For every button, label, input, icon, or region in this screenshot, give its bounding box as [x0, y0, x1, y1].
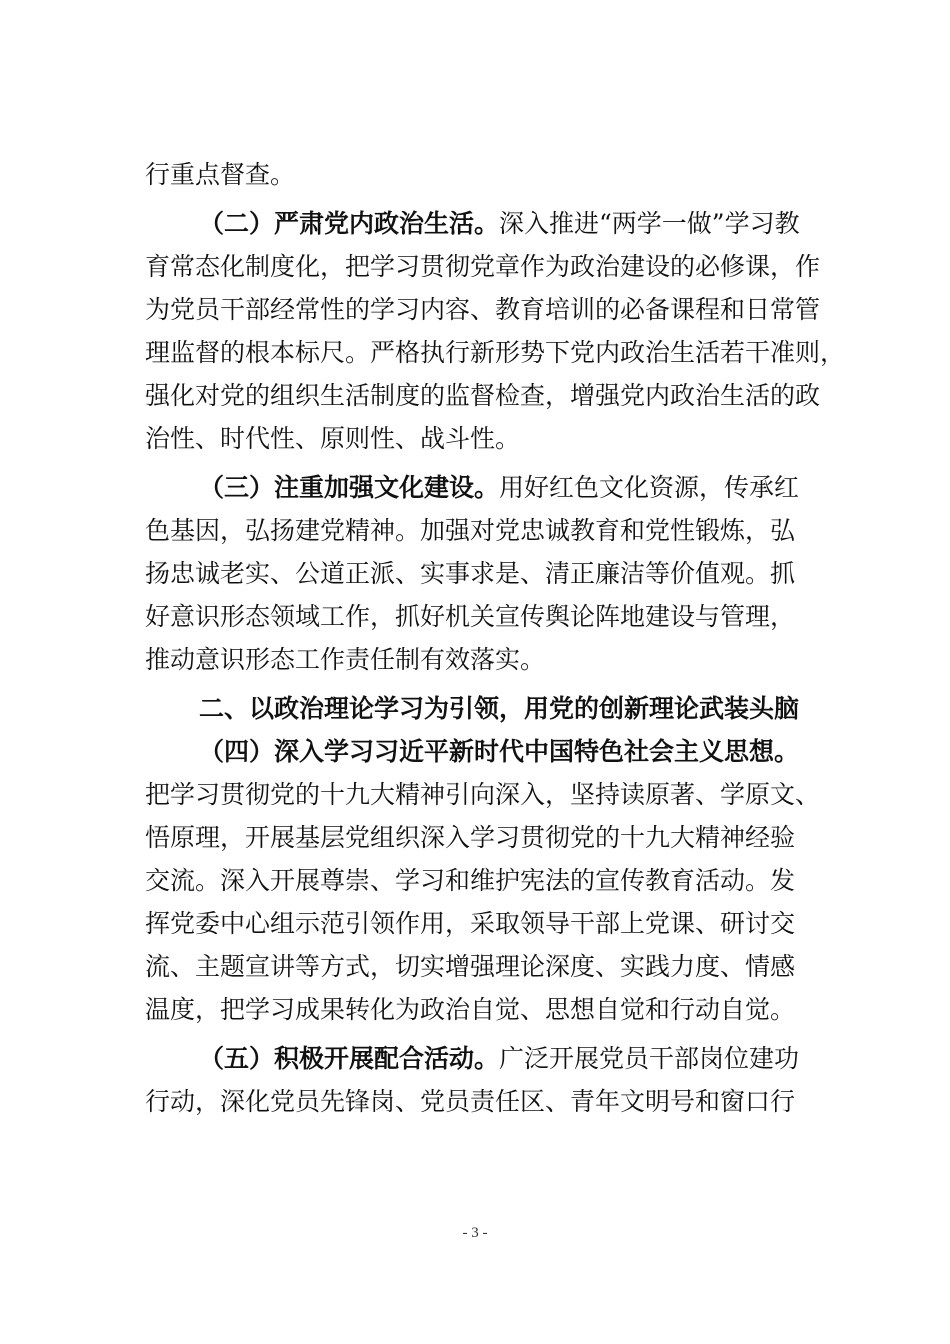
- subsection-title: （五）积极开展配合活动。: [199, 1044, 500, 1073]
- document-body: [145, 153, 847, 1123]
- line-text: 把学习贯彻党的十九大精神引向深入，坚持读原著、学原文、: [145, 780, 821, 809]
- text-line: [145, 1080, 847, 1123]
- text-line: [145, 552, 847, 595]
- text-line: [145, 988, 847, 1031]
- text-line: [145, 288, 847, 331]
- line-text: 色基因，弘扬建党精神。加强对党忠诚教育和党性锻炼，弘: [145, 516, 796, 545]
- section-heading: 二、以政治理论学习为引领，用党的创新理论武装头脑: [199, 694, 800, 723]
- line-text: 流、主题宣讲等方式，切实增强理论深度、实践力度、情感: [145, 952, 796, 981]
- paragraph-4-heading-line: [145, 730, 847, 773]
- line-text: 推动意识形态工作责任制有效落实。: [145, 645, 546, 674]
- subsection-title: （二）严肃党内政治生活。: [199, 209, 500, 238]
- text-line: [145, 902, 847, 945]
- text-line: [145, 945, 847, 988]
- line-text: 育常态化制度化，把学习贯彻党章作为政治建设的必修课，作: [145, 252, 821, 281]
- line-text: 治性、时代性、原则性、战斗性。: [145, 424, 521, 453]
- subsection-title: （四）深入学习习近平新时代中国特色社会主义思想。: [199, 737, 800, 766]
- line-text: 好意识形态领域工作，抓好机关宣传舆论阵地建设与管理，: [145, 602, 796, 631]
- text-line: [145, 773, 847, 816]
- text-line: [145, 417, 847, 460]
- line-text: 交流。深入开展尊崇、学习和维护宪法的宣传教育活动。发: [145, 866, 796, 895]
- line-text: 挥党委中心组示范引领作用，采取领导干部上党课、研讨交: [145, 909, 796, 938]
- text-line: [145, 245, 847, 288]
- page-number: - 3 -: [462, 1225, 488, 1241]
- paragraph-2-heading-line: [145, 202, 847, 245]
- line-text: 行动，深化党员先锋岗、党员责任区、青年文明号和窗口行: [145, 1087, 796, 1116]
- line-text: 悟原理，开展基层党组织深入学习贯彻党的十九大精神经验: [145, 823, 796, 852]
- text-line: [145, 859, 847, 902]
- paragraph-5-heading-line: [145, 1037, 847, 1080]
- line-text: 广泛开展党员干部岗位建功: [499, 1044, 800, 1073]
- text-line: [145, 509, 847, 552]
- text-line: [145, 595, 847, 638]
- line-text: 扬忠诚老实、公道正派、实事求是、清正廉洁等价值观。抓: [145, 559, 796, 588]
- text-line: [145, 153, 847, 196]
- text-line: [145, 816, 847, 859]
- text-line: [145, 638, 847, 681]
- line-text: 温度，把学习成果转化为政治自觉、思想自觉和行动自觉。: [145, 995, 796, 1024]
- line-text: 理监督的根本标尺。严格执行新形势下党内政治生活若干准则，: [145, 338, 846, 367]
- text-line: [145, 331, 847, 374]
- subsection-title: （三）注重加强文化建设。: [199, 473, 500, 502]
- paragraph-3-heading-line: [145, 466, 847, 509]
- text-line: [145, 374, 847, 417]
- line-text: 用好红色文化资源，传承红: [499, 473, 800, 502]
- line-text: 强化对党的组织生活制度的监督检查，增强党内政治生活的政: [145, 381, 821, 410]
- line-text: 行重点督查。: [145, 160, 296, 189]
- line-text: 深入推进“两学一做”学习教: [499, 209, 800, 238]
- line-text: 为党员干部经常性的学习内容、教育培训的必备课程和日常管: [145, 295, 821, 324]
